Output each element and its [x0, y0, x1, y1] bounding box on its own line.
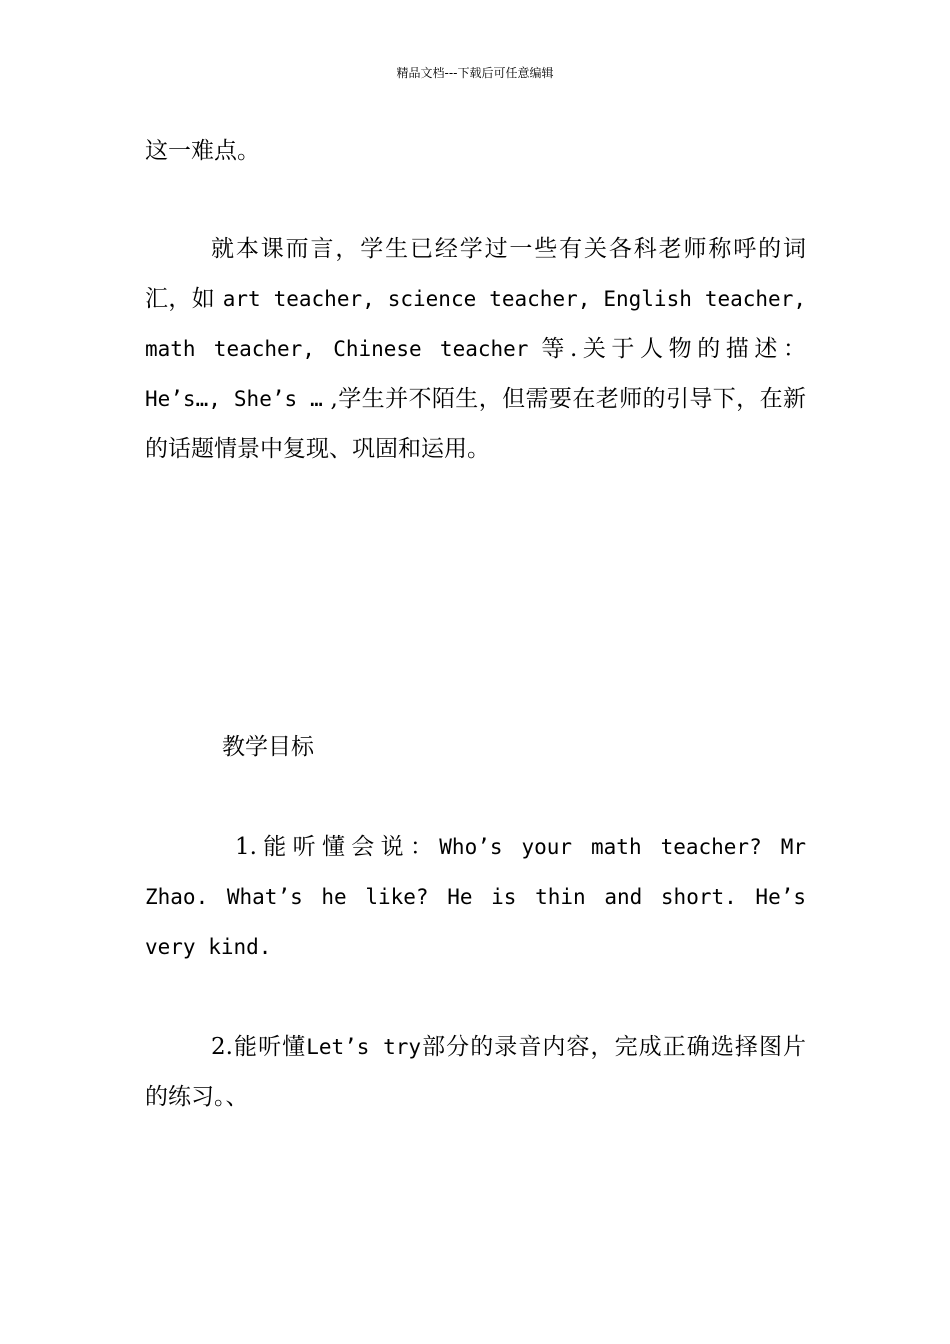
- page-header: 精品文档---下载后可任意编辑: [396, 66, 554, 80]
- text-segment-english: Who’s your math teacher? Mr Zhao. What’s he like? He is thin and short. He’s very kind.: [145, 835, 806, 959]
- objective-item-2: [145, 1022, 806, 1122]
- text-segment: 等.关于人物的描述：: [541, 336, 806, 362]
- text-segment: 部分的录音内容，完成正确选择图片的练习。、: [145, 1034, 806, 1110]
- objective-item-1: [145, 822, 806, 972]
- text-segment: ,学生并不陌生，但需要在老师的引导下，在新的话题情景中复现、巩固和运用。: [145, 386, 806, 462]
- text-segment-english: Let’s try: [306, 1035, 422, 1059]
- text-segment: 2.能听懂: [211, 1034, 307, 1060]
- paragraph-lesson-analysis: [145, 224, 806, 474]
- text-segment: 就本课而言，学生已经学过一些有关各科老师称呼的词汇，如: [145, 236, 806, 312]
- paragraph-continuation: 这一难点。: [145, 138, 260, 164]
- text-segment-english: art teacher, science teacher, English teacher, math teacher, Chinese teacher: [145, 287, 806, 361]
- section-heading: 教学目标: [222, 734, 314, 760]
- text-segment: 1.能听懂会说：: [235, 834, 440, 860]
- text-segment-english: He’s…, She’s …: [145, 387, 323, 411]
